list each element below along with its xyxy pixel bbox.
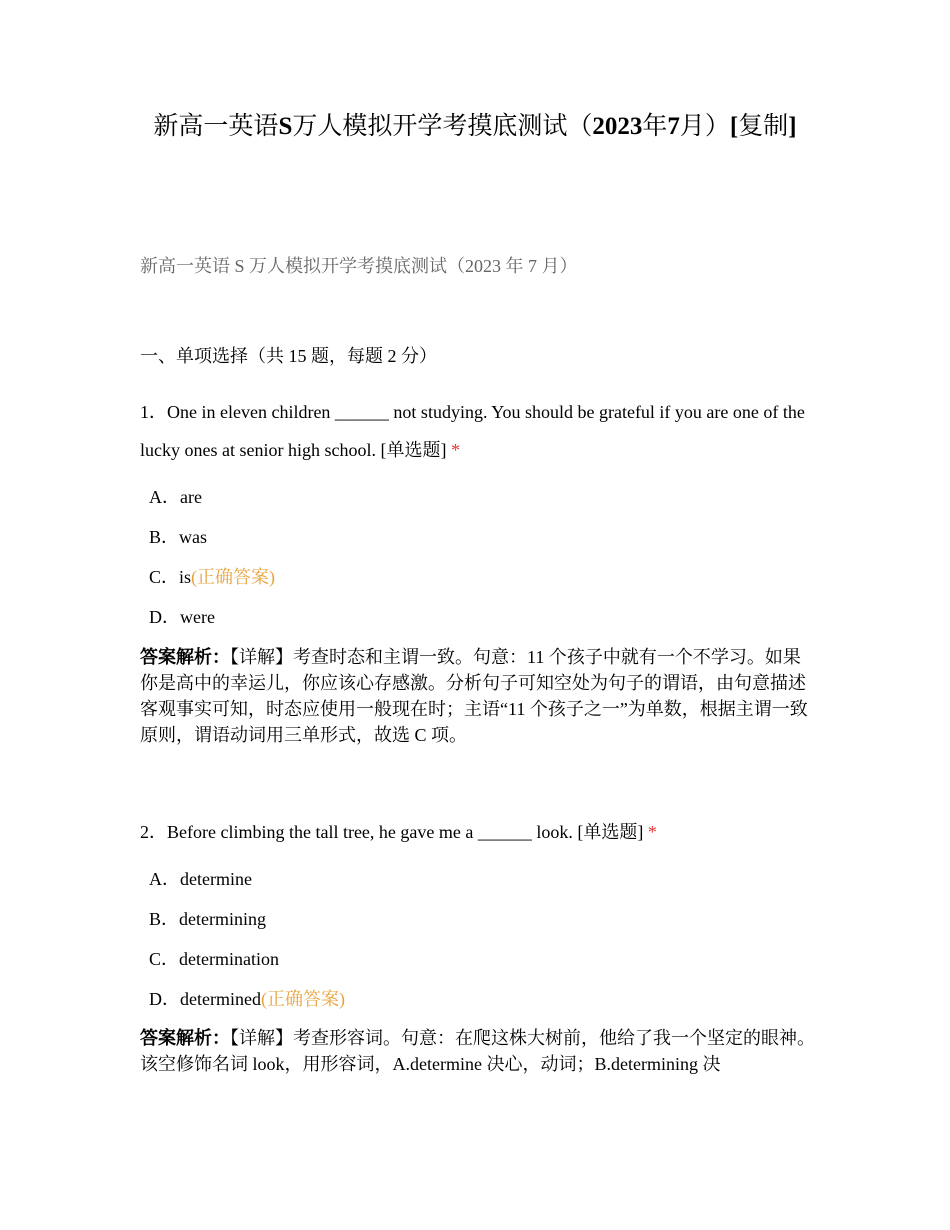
option-a[interactable]: A．are: [149, 487, 202, 507]
answer-analysis: [140, 1025, 815, 1077]
question-2: [140, 813, 812, 851]
question-text: 1．One in eleven children ______ not studying. You should be grateful if you are one of the lucky ones at senior high school. [单选题]: [140, 402, 805, 460]
question-text: 2．Before climbing the tall tree, he gave me a ______ look. [单选题]: [140, 822, 644, 842]
correct-answer-badge: (正确答案): [260, 989, 345, 1009]
required-star: *: [450, 440, 460, 460]
option-d[interactable]: D．were: [149, 607, 215, 627]
option-d[interactable]: D．determined(正确答案): [149, 989, 345, 1009]
analysis-text: 【详解】考查形容词。句意：在爬这株大树前，他给了我一个坚定的眼神。该空修饰名词 look，用形容词，A.determine 决心，动词；B.determining 决: [140, 1028, 815, 1074]
option-c[interactable]: C．determination: [149, 949, 279, 969]
correct-answer-badge: (正确答案): [191, 567, 276, 587]
analysis-text: 【详解】考查时态和主谓一致。句意：11 个孩子中就有一个不学习。如果你是高中的幸运儿，你应该心存感激。分析句子可知空处为句子的谓语，由句意描述客观事实可知，时态应使用一般现在时；主语“11 个孩子之一”为单数，根据主谓一致原则，谓语动词用三单形式，故选 C 项。: [140, 647, 808, 745]
option-a[interactable]: A．determine: [149, 869, 252, 889]
option-b[interactable]: B．determining: [149, 909, 266, 929]
analysis-label: 答案解析：: [140, 1028, 230, 1048]
question-1: [140, 393, 812, 469]
section-heading: 一、单项选择（共 15 题，每题 2 分）: [140, 346, 437, 366]
document-title: 新高一英语S万人模拟开学考摸底测试（2023年7月）[复制]: [153, 113, 797, 140]
option-c[interactable]: C．is(正确答案): [149, 567, 276, 587]
analysis-label: 答案解析：: [140, 647, 230, 667]
option-b[interactable]: B．was: [149, 527, 207, 547]
document-subtitle: 新高一英语 S 万人模拟开学考摸底测试（2023 年 7 月）: [140, 256, 578, 276]
required-star: *: [647, 822, 657, 842]
answer-analysis: [140, 644, 815, 748]
